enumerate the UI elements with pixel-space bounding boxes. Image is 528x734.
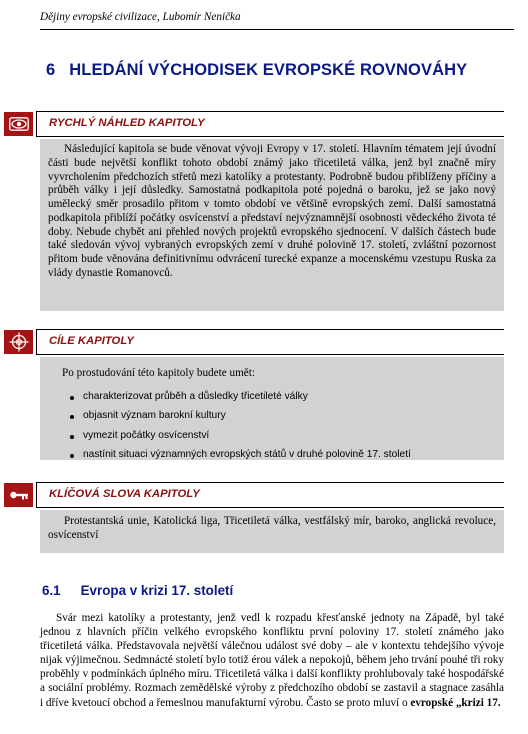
eye-icon: [4, 112, 33, 136]
key-icon: [4, 483, 33, 507]
body-paragraph: Svár mezi katolíky a protestanty, jenž vedl k rozpadu křesťanské jednoty na Západě, byl také jednou z hlavních příčin velkého evropského konfliktu první poloviny 17. století známého jako třicetiletá válka. Představovala největší válečnou událost své doby – ale v kontextu tehdejšího vývoje nijak výjimečnou. Sedmnácté století bylo totiž érou válek a nepokojů, během jeho trvání pouhé tři roky proběhly v podmínkách úplného míru. Třicetiletá válka i další konflikty prohlubovaly také hospodářské a sociální problémy. Rozmach zemědělské výroby z předchozího období se zastavil a stagnace zasáhla i dříve kvetoucí obchod a řemeslnou manufakturní výrobu. Často se proto mluví o: [40, 612, 504, 709]
running-header: Dějiny evropské civilizace, Lubomír Nenička: [40, 11, 241, 23]
goals-panel: [40, 357, 504, 460]
target-icon: [4, 330, 33, 354]
subsection-title: [42, 583, 233, 598]
body-bold-phrase: evropské „krizi 17.: [410, 696, 501, 709]
chapter-title-text: HLEDÁNÍ VÝCHODISEK EVROPSKÉ ROVNOVÁHY: [69, 61, 468, 79]
chapter-title: [46, 61, 467, 80]
keywords-panel: [40, 510, 504, 553]
list-item: objasnit význam barokní kultury: [70, 410, 411, 429]
subsection-number: 6.1: [42, 583, 61, 598]
header-rule: [40, 29, 514, 30]
subsection-title-text: Evropa v krizi 17. století: [80, 583, 234, 598]
goals-list: [70, 391, 411, 468]
subsection-body: [40, 611, 504, 710]
chapter-number: 6: [46, 61, 56, 79]
goals-title: CÍLE KAPITOLY: [49, 335, 134, 347]
list-item: vymezit počátky osvícenství: [70, 430, 411, 449]
list-item: nastínit situaci významných evropských států v druhé polovině 17. století: [70, 449, 411, 468]
overview-panel: [40, 139, 504, 311]
overview-text: Následující kapitola se bude věnovat vývoji Evropy v 17. století. Hlavním tématem její úvodní části bude největší konflikt tohoto období známý jako třicetiletá válka, jenž byl značně míry vyvrcholením předchozích střetů mezi katolíky a protestanty. Podrobně budou přiblíženy příčiny a průběh války i její důsledky. Samostatná podkapitola poté pojedná o baroku, jež se jako nový umělecký směr prosadilo přitom v tomto období ve většině evropských zemí. Další samostatná podkapitola přiblíží počátky osvícenství a představí nejvýznamnější osobnosti vědeckého života té doby. Nebude chybět ani přehled nových projektů evropského sjednocení. V dalších částech bude také sledován vývoj vybraných evropských zemí v druhé polovině 17. století, zvláštní pozornost přitom bude věnována definitivnímu odvrácení turecké expanze a mocenskému vzestupu Ruska za vlády dynastie Romanovců.: [48, 143, 496, 279]
goals-lead: Po prostudování této kapitoly budete umět:: [62, 367, 255, 379]
keywords-text: Protestantská unie, Katolická liga, Třicetiletá válka, vestfálský mír, baroko, anglická revoluce, osvícenství: [48, 515, 496, 541]
overview-title: RYCHLÝ NÁHLED KAPITOLY: [49, 117, 205, 129]
keywords-title: KLÍČOVÁ SLOVA KAPITOLY: [49, 488, 200, 500]
list-item: charakterizovat průběh a důsledky třicetileté války: [70, 391, 411, 410]
